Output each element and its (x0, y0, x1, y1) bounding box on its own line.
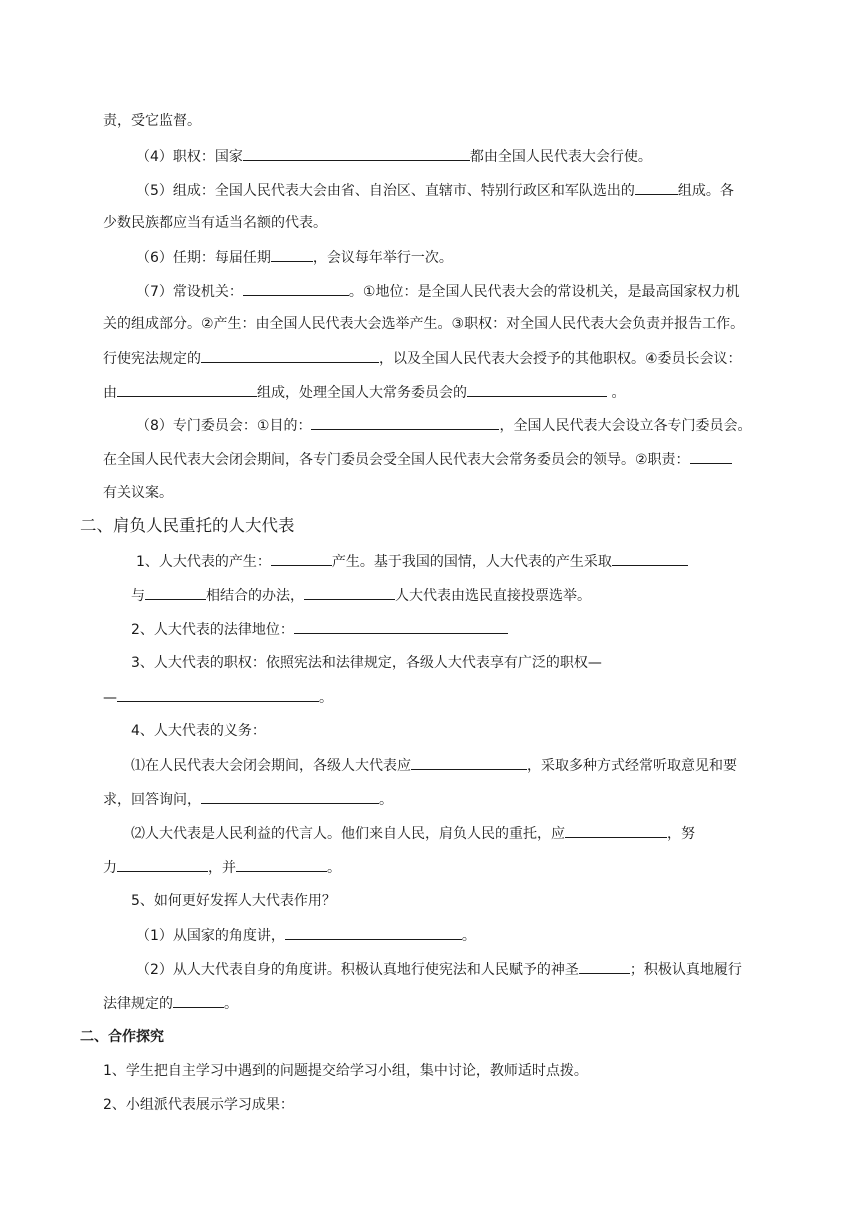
fill-blank[interactable] (117, 382, 257, 397)
text-line (131, 585, 591, 605)
text-segment: （7）常设机关： (136, 284, 243, 300)
fill-blank[interactable] (635, 180, 678, 195)
text-line (131, 891, 336, 911)
text-segment: （5）组成：全国人民代表大会由省、自治区、直辖市、特别行政区和军队选出的 (136, 183, 635, 199)
heading-text: 二、合作探究 (80, 1029, 164, 1045)
text-segment: （4）职权：国家 (136, 149, 243, 165)
text-line (103, 1061, 588, 1081)
text-segment: 力 (103, 860, 117, 876)
text-line (136, 551, 688, 571)
text-segment: 1、学生把自主学习中遇到的问题提交给学习小组，集中讨论，教师适时点拨。 (103, 1063, 588, 1079)
text-segment: 5、如何更好发挥人大代表作用？ (131, 893, 336, 909)
text-segment: 。 (319, 690, 333, 706)
text-segment: 。 (327, 860, 341, 876)
fill-blank[interactable] (612, 551, 688, 566)
fill-blank[interactable] (201, 789, 379, 804)
text-line (103, 111, 201, 131)
text-segment: 组成，处理全国人大常务委员会的 (257, 385, 467, 401)
text-segment: ，全国人民代表大会设立各专门委员会。 (499, 418, 752, 434)
text-segment: 行使宪法规定的 (103, 351, 201, 367)
text-segment: 。 (224, 996, 238, 1012)
fill-blank[interactable] (243, 146, 470, 161)
fill-blank[interactable] (117, 687, 319, 702)
fill-blank[interactable] (243, 281, 349, 296)
fill-blank[interactable] (271, 551, 332, 566)
text-line (103, 1095, 294, 1115)
text-line (136, 925, 476, 945)
fill-blank[interactable] (294, 619, 508, 634)
text-line (136, 959, 742, 979)
text-segment: 产生。基于我国的国情，人大代表的产生采取 (331, 554, 612, 570)
fill-blank[interactable] (467, 382, 607, 397)
text-segment: 人大代表由选民直接投票选举。 (395, 588, 591, 604)
text-line (103, 857, 341, 877)
fill-blank[interactable] (690, 449, 732, 464)
text-segment: 关的组成部分。②产生：由全国人民代表大会选举产生。③职权：对全国人民代表大会负责并报告工作。 (103, 316, 745, 332)
text-line (103, 449, 732, 469)
fill-blank[interactable] (579, 959, 630, 974)
fill-blank[interactable] (285, 925, 462, 940)
text-segment: ；积极认真地履行 (629, 962, 742, 978)
text-segment: （2）从人大代表自身的角度讲。积极认真地行使宪法和人民赋予的神圣 (136, 962, 579, 978)
text-segment: 都由全国人民代表大会行使。 (469, 149, 652, 165)
text-segment: 相结合的办法， (206, 588, 304, 604)
text-line (131, 653, 602, 673)
fill-blank[interactable] (173, 993, 224, 1008)
text-line (131, 721, 266, 741)
text-segment: 3、人大代表的职权：依照宪法和法律规定，各级人大代表享有广泛的职权— (131, 655, 602, 671)
text-line (103, 382, 625, 402)
text-segment: 少数民族都应当有适当名额的代表。 (103, 215, 327, 231)
fill-blank[interactable] (271, 247, 313, 262)
text-line (131, 823, 695, 843)
fill-blank[interactable] (565, 823, 667, 838)
text-segment: 求，回答询问， (103, 792, 201, 808)
text-line (131, 755, 737, 775)
text-line (136, 281, 739, 301)
text-segment: ⑵人大代表是人民利益的代言人。他们来自人民，肩负人民的重托，应 (131, 826, 565, 842)
fill-blank[interactable] (117, 857, 208, 872)
section-heading (80, 516, 295, 536)
text-segment: 。 (379, 792, 393, 808)
text-line (131, 619, 508, 639)
text-segment: 组成。各 (677, 183, 734, 199)
fill-blank[interactable] (411, 755, 527, 770)
text-line (103, 483, 173, 503)
text-segment: 1、人大代表的产生： (136, 554, 271, 570)
text-line (103, 993, 238, 1013)
text-segment: 由 (103, 385, 117, 401)
heading-text: 二、肩负人民重托的人大代表 (80, 516, 295, 535)
fill-blank[interactable] (304, 585, 395, 600)
text-line (103, 348, 742, 368)
text-segment: 4、人大代表的义务： (131, 723, 266, 739)
fill-blank[interactable] (201, 348, 379, 363)
fill-blank[interactable] (145, 585, 206, 600)
text-line (136, 180, 734, 200)
text-segment: 有关议案。 (103, 485, 173, 501)
text-segment: 法律规定的 (103, 996, 173, 1012)
text-segment: — (103, 690, 117, 706)
text-segment: ，努 (667, 826, 695, 842)
text-line (103, 314, 744, 334)
text-segment: ，以及全国人民代表大会授予的其他职权。④委员长会议： (379, 351, 742, 367)
fill-blank[interactable] (236, 857, 327, 872)
text-segment: 在全国人民代表大会闭会期间，各专门委员会受全国人民代表大会常务委员会的领导。②职责： (103, 452, 690, 468)
text-segment: （6）任期：每届任期 (136, 250, 271, 266)
text-line (136, 146, 652, 166)
text-line (136, 247, 453, 267)
text-line (103, 789, 393, 809)
text-line (136, 415, 751, 435)
text-segment: 2、人大代表的法律地位： (131, 622, 294, 638)
text-segment: 责，受它监督。 (103, 113, 201, 129)
text-segment: ⑴在人民代表大会闭会期间，各级人大代表应 (131, 758, 411, 774)
text-segment: 2、小组派代表展示学习成果： (103, 1097, 294, 1113)
text-segment: 。 (607, 385, 626, 401)
text-segment: 。①地位：是全国人民代表大会的常设机关，是最高国家权力机 (348, 284, 740, 300)
text-segment: ，并 (208, 860, 236, 876)
fill-blank[interactable] (311, 415, 499, 430)
text-line (103, 687, 333, 707)
text-segment: 与 (131, 588, 145, 604)
text-line (103, 213, 327, 233)
text-segment: （8）专门委员会：①目的： (136, 418, 312, 434)
text-segment: ，采取多种方式经常听取意见和要 (527, 758, 737, 774)
text-segment: 。 (461, 928, 476, 944)
section-heading (80, 1027, 164, 1047)
text-segment: （1）从国家的角度讲， (136, 928, 285, 944)
text-segment: ，会议每年举行一次。 (312, 250, 453, 266)
